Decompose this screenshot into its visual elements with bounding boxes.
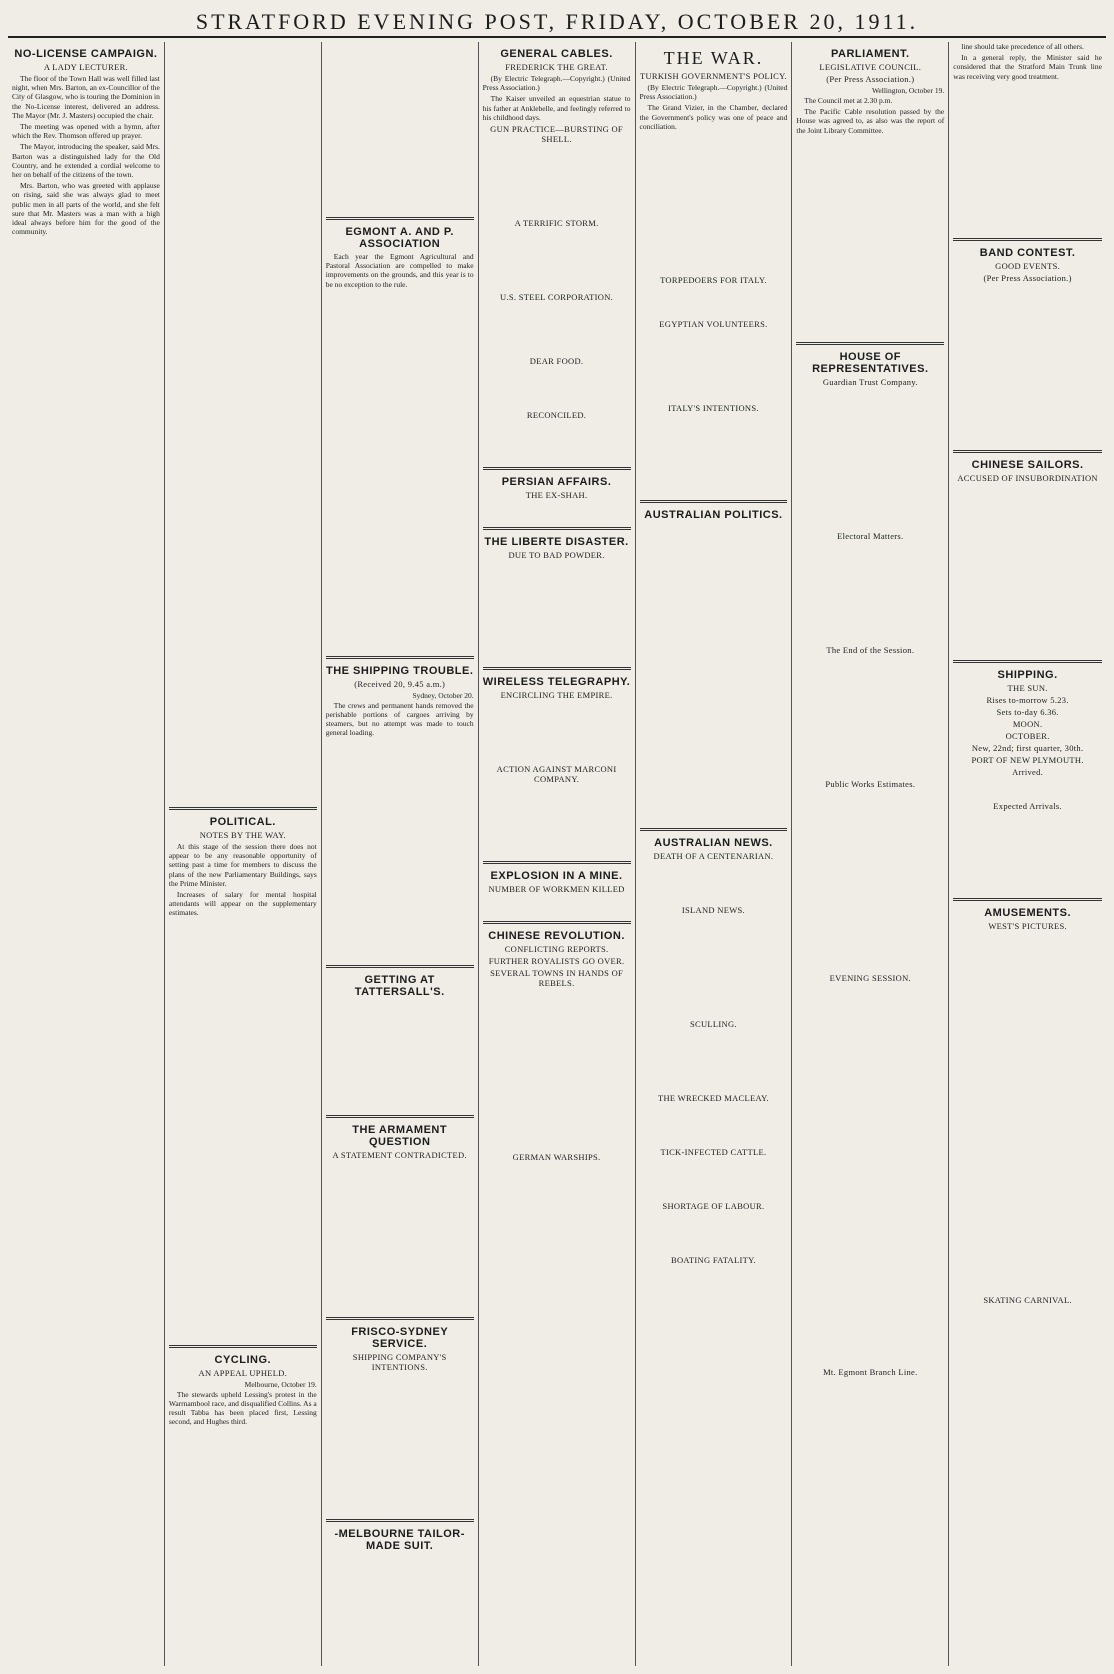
subheadline: BOATING FATALITY. bbox=[671, 1255, 756, 1266]
subheadline: SKATING CARNIVAL. bbox=[983, 1294, 1072, 1305]
subheadline: PORT OF NEW PLYMOUTH. bbox=[971, 754, 1084, 765]
headline: EXPLOSION IN A MINE. bbox=[490, 870, 623, 883]
sun-set: Sets to-day 6.36. bbox=[996, 706, 1059, 717]
dateline: Wellington, October 19. bbox=[871, 86, 945, 95]
headline: NO-LICENSE CAMPAIGN. bbox=[14, 48, 158, 60]
subheadline: THE WRECKED MACLEAY. bbox=[657, 1093, 769, 1104]
subheadline: DEATH OF A CENTENARIAN. bbox=[653, 851, 774, 862]
subheadline: FREDERICK THE GREAT. bbox=[505, 62, 608, 72]
divider bbox=[483, 667, 631, 670]
divider bbox=[953, 660, 1102, 663]
article-continuation bbox=[796, 791, 944, 971]
subheadline: EVENING SESSION. bbox=[829, 972, 911, 983]
divider bbox=[953, 450, 1102, 453]
paragraph: At this stage of the session there does not appear to be any reasonable opportunity of setting past a time for members to discuss the plans of the new Parliamentary Buildings, says the Prime Minister. bbox=[168, 842, 317, 888]
paragraph: Each year the Egmont Agricultural and Pastoral Association are compelled to make improvements on the grounds, and this year is to be no exception to the rule. bbox=[325, 252, 474, 289]
subheadline: LEGISLATIVE COUNCIL. bbox=[819, 62, 922, 72]
column-6 bbox=[792, 42, 949, 1666]
subheadline: SHIPPING COMPANY'S INTENTIONS. bbox=[352, 1351, 447, 1372]
article-continuation bbox=[796, 389, 944, 529]
paragraph: The Grand Vizier, in the Chamber, declared the Government's policy was one of peace and conciliation. bbox=[639, 103, 788, 131]
subheadline: GERMAN WARSHIPS. bbox=[512, 1152, 601, 1163]
subheadline: SEVERAL TOWNS IN HANDS OF REBELS. bbox=[490, 968, 624, 989]
article-continuation bbox=[483, 422, 631, 462]
article-continuation bbox=[640, 331, 788, 401]
headline: GETTING AT TATTERSALL'S. bbox=[354, 973, 445, 998]
subheadline: (Per Press Association.) bbox=[983, 272, 1072, 283]
article-continuation bbox=[796, 137, 944, 337]
article-continuation bbox=[326, 42, 474, 212]
subheadline: AN APPEAL UPHELD. bbox=[198, 1367, 288, 1378]
headline: PARLIAMENT. bbox=[830, 48, 910, 60]
article-continuation bbox=[953, 285, 1102, 445]
paragraph: Increases of salary for mental hospital attendants will appear on the supplementary estimates. bbox=[168, 890, 317, 918]
subheadline: SHORTAGE OF LABOUR. bbox=[662, 1201, 765, 1212]
article-continuation bbox=[483, 562, 631, 662]
article-continuation bbox=[483, 990, 631, 1150]
headline: AMUSEMENTS. bbox=[984, 906, 1071, 919]
article-continuation bbox=[796, 985, 944, 1365]
paragraph: The crews and permanent hands removed the perishable portions of cargoes arriving by steamers, but no attempt was made to touch general loading. bbox=[325, 700, 474, 738]
article-continuation bbox=[953, 83, 1102, 233]
subheadline: ITALY'S INTENTIONS. bbox=[668, 403, 759, 414]
subheadline: THE SUN. bbox=[1007, 682, 1048, 693]
divider bbox=[326, 1115, 474, 1118]
column-3 bbox=[322, 42, 479, 1666]
headline: CHINESE SAILORS. bbox=[971, 458, 1084, 471]
subheadline: ENCIRCLING THE EMPIRE. bbox=[500, 690, 613, 701]
article-continuation bbox=[640, 863, 788, 903]
article-continuation bbox=[640, 133, 788, 273]
headline: AUSTRALIAN NEWS. bbox=[654, 837, 773, 850]
divider bbox=[953, 238, 1102, 241]
subheadline: FURTHER ROYALISTS GO OVER. bbox=[488, 956, 625, 967]
article-continuation bbox=[169, 42, 317, 802]
subheadline: A STATEMENT CONTRADICTED. bbox=[332, 1149, 467, 1160]
subheadline: (Received 20, 9.45 a.m.) bbox=[354, 678, 446, 689]
paragraph: line should take precedence of all others. bbox=[961, 42, 1084, 51]
subheadline: ACTION AGAINST MARCONI COMPANY. bbox=[496, 764, 617, 785]
subheadline: DUE TO BAD POWDER. bbox=[508, 550, 605, 561]
divider bbox=[483, 467, 631, 470]
article-continuation bbox=[326, 740, 474, 960]
column-2 bbox=[165, 42, 322, 1666]
subheadline: TICK-INFECTED CATTLE. bbox=[660, 1147, 767, 1158]
paragraph: (By Electric Telegraph.—Copyright.) (United Press Association.) bbox=[639, 83, 788, 102]
article-continuation bbox=[483, 702, 631, 762]
article-continuation bbox=[483, 368, 631, 408]
headline: FRISCO-SYDNEY SERVICE. bbox=[351, 1325, 449, 1350]
subheadline: Public Works Estimates. bbox=[825, 778, 916, 789]
subheadline: CONFLICTING REPORTS. bbox=[504, 944, 609, 955]
subheadline: ACCUSED OF INSUBORDINATION bbox=[957, 472, 1098, 483]
article-continuation bbox=[640, 1159, 788, 1199]
article-continuation bbox=[483, 896, 631, 916]
headline: EGMONT A. AND P. ASSOCIATION bbox=[345, 226, 454, 250]
moon-month: OCTOBER. bbox=[1005, 730, 1050, 741]
article-continuation bbox=[326, 291, 474, 651]
divider bbox=[169, 1345, 317, 1348]
subheadline: Arrived. bbox=[1012, 766, 1044, 777]
paragraph: Mrs. Barton, who was greeted with applause on rising, said she was always glad to meet public men in all parts of the world, and she felt sure that Mr. Masters was a man with a high ideal always before him for the good of the community. bbox=[12, 181, 160, 237]
divider bbox=[326, 1317, 474, 1320]
divider bbox=[796, 342, 944, 345]
subheadline: A LADY LECTURER. bbox=[43, 62, 128, 72]
article-continuation bbox=[953, 813, 1102, 893]
subheadline: TURKISH GOVERNMENT'S POLICY. bbox=[639, 71, 787, 81]
article-continuation bbox=[796, 543, 944, 643]
subheadline: GUN PRACTICE—BURSTING OF SHELL. bbox=[490, 124, 623, 145]
divider bbox=[953, 898, 1102, 901]
column-7 bbox=[949, 42, 1106, 1666]
article-continuation bbox=[483, 786, 631, 856]
article-continuation bbox=[640, 917, 788, 1017]
headline: SHIPPING. bbox=[997, 668, 1058, 681]
article-continuation bbox=[796, 657, 944, 777]
article-continuation bbox=[483, 146, 631, 216]
subheadline: RECONCILED. bbox=[526, 410, 587, 421]
divider bbox=[483, 527, 631, 530]
divider bbox=[326, 965, 474, 968]
subheadline: TORPEDOERS FOR ITALY. bbox=[660, 275, 767, 286]
subheadline: MOON. bbox=[1012, 718, 1043, 729]
article-continuation bbox=[483, 230, 631, 290]
subheadline: ISLAND NEWS. bbox=[681, 905, 745, 916]
subheadline: GOOD EVENTS. bbox=[995, 260, 1061, 271]
divider bbox=[169, 807, 317, 810]
headline: THE ARMAMENT QUESTION bbox=[352, 1123, 448, 1148]
paragraph: The floor of the Town Hall was well filled last night, when Mrs. Barton, an ex-Councillor of the City of Glasgow, who is touring the Dominion in the No-License interest, delivered an address. The Mayor (Mr. J. Masters) occupied the chair. bbox=[12, 74, 160, 120]
divider bbox=[640, 500, 788, 503]
paragraph: (By Electric Telegraph.—Copyright.) (United Press Association.) bbox=[482, 74, 631, 93]
subheadline: The End of the Session. bbox=[826, 644, 915, 655]
article-continuation bbox=[483, 502, 631, 522]
columns bbox=[8, 42, 1106, 1666]
subheadline: (Per Press Association.) bbox=[826, 74, 915, 84]
paragraph: The stewards upheld Lessing's protest in the Warrnambool race, and disqualified Collins. As a result Tabba has been placed first, Lessing second, and Hughes third. bbox=[168, 1389, 317, 1427]
article-continuation bbox=[326, 1000, 474, 1110]
headline: GENERAL CABLES. bbox=[500, 48, 613, 60]
subheadline: U.S. STEEL CORPORATION. bbox=[500, 292, 614, 303]
subheadline: EGYPTIAN VOLUNTEERS. bbox=[659, 319, 768, 330]
subheadline: A TERRIFIC STORM. bbox=[514, 218, 599, 229]
column-4 bbox=[479, 42, 636, 1666]
paragraph: In a general reply, the Minister said he considered that the Stratford Main Trunk line was receiving very good treatment. bbox=[953, 53, 1102, 81]
paragraph: The Kaiser unveiled an equestrian statue to his father at Anklebelle, and feelingly referred to his childhood days. bbox=[482, 94, 631, 122]
divider bbox=[640, 828, 788, 831]
article-continuation bbox=[953, 485, 1102, 655]
article-continuation bbox=[326, 1374, 474, 1514]
subheadline: THE EX-SHAH. bbox=[525, 490, 588, 501]
subheadline: Mt. Egmont Branch Line. bbox=[823, 1366, 918, 1377]
article-continuation bbox=[640, 1213, 788, 1253]
article-continuation bbox=[640, 1105, 788, 1145]
headline: THE SHIPPING TROUBLE. bbox=[325, 664, 474, 677]
paragraph: The Mayor, introducing the speaker, said Mrs. Barton was a distinguished lady for the Old Country, and he extended a cordial welcome to her on behalf of the citizens of the town. bbox=[12, 142, 160, 180]
article-continuation bbox=[326, 1162, 474, 1312]
article-continuation bbox=[640, 523, 788, 823]
subheadline: Electoral Matters. bbox=[837, 530, 904, 541]
subheadline: Guardian Trust Company. bbox=[822, 376, 918, 387]
divider bbox=[326, 1519, 474, 1522]
divider bbox=[483, 921, 631, 924]
article-continuation bbox=[640, 287, 788, 317]
article-continuation bbox=[483, 304, 631, 354]
headline: HOUSE OF REPRESENTATIVES. bbox=[812, 350, 929, 375]
subheadline: NOTES BY THE WAY. bbox=[199, 830, 286, 840]
headline: CYCLING. bbox=[214, 1353, 272, 1366]
masthead: STRATFORD EVENING POST, FRIDAY, OCTOBER 20, 1911. bbox=[8, 8, 1106, 38]
headline: AUSTRALIAN POLITICS. bbox=[644, 509, 783, 522]
article-continuation bbox=[12, 238, 160, 1578]
article-continuation bbox=[953, 933, 1102, 1293]
subheadline: SCULLING. bbox=[690, 1019, 737, 1030]
headline: CHINESE REVOLUTION. bbox=[488, 930, 625, 943]
divider bbox=[326, 656, 474, 659]
paragraph: The Council met at 2.30 p.m. bbox=[804, 96, 893, 105]
headline: THE WAR. bbox=[663, 48, 764, 68]
dateline: Sydney, October 20. bbox=[412, 690, 474, 700]
headline: THE LIBERTE DISASTER. bbox=[484, 536, 629, 549]
article-continuation bbox=[169, 920, 317, 1340]
divider bbox=[483, 861, 631, 864]
subheadline: NUMBER OF WORKMEN KILLED bbox=[488, 884, 625, 895]
paragraph: The meeting was opened with a hymn, after which the Rev. Thomson offered up prayer. bbox=[12, 122, 160, 141]
subheadline: WEST'S PICTURES. bbox=[988, 920, 1067, 931]
headline: PERSIAN AFFAIRS. bbox=[501, 476, 612, 489]
headline: -MELBOURNE TAILOR-MADE SUIT. bbox=[334, 1527, 465, 1552]
article-continuation bbox=[640, 1031, 788, 1091]
headline: BAND CONTEST. bbox=[979, 246, 1076, 259]
article-continuation bbox=[953, 779, 1102, 799]
column-5 bbox=[636, 42, 793, 1666]
dateline: Melbourne, October 19. bbox=[244, 1379, 317, 1389]
subheadline: DEAR FOOD. bbox=[529, 356, 584, 367]
article-continuation bbox=[640, 415, 788, 495]
sun-rise: Rises to-morrow 5.23. bbox=[986, 694, 1069, 705]
headline: POLITICAL. bbox=[209, 816, 276, 828]
column-1 bbox=[8, 42, 165, 1666]
subheadline: Expected Arrivals. bbox=[993, 800, 1062, 811]
divider bbox=[326, 217, 474, 220]
paragraph: The Pacific Cable resolution passed by the House was agreed to, as also was the report of the Joint Library Committee. bbox=[796, 107, 945, 135]
headline: WIRELESS TELEGRAPHY. bbox=[482, 676, 631, 689]
moon-phases: New, 22nd; first quarter, 30th. bbox=[971, 742, 1084, 753]
